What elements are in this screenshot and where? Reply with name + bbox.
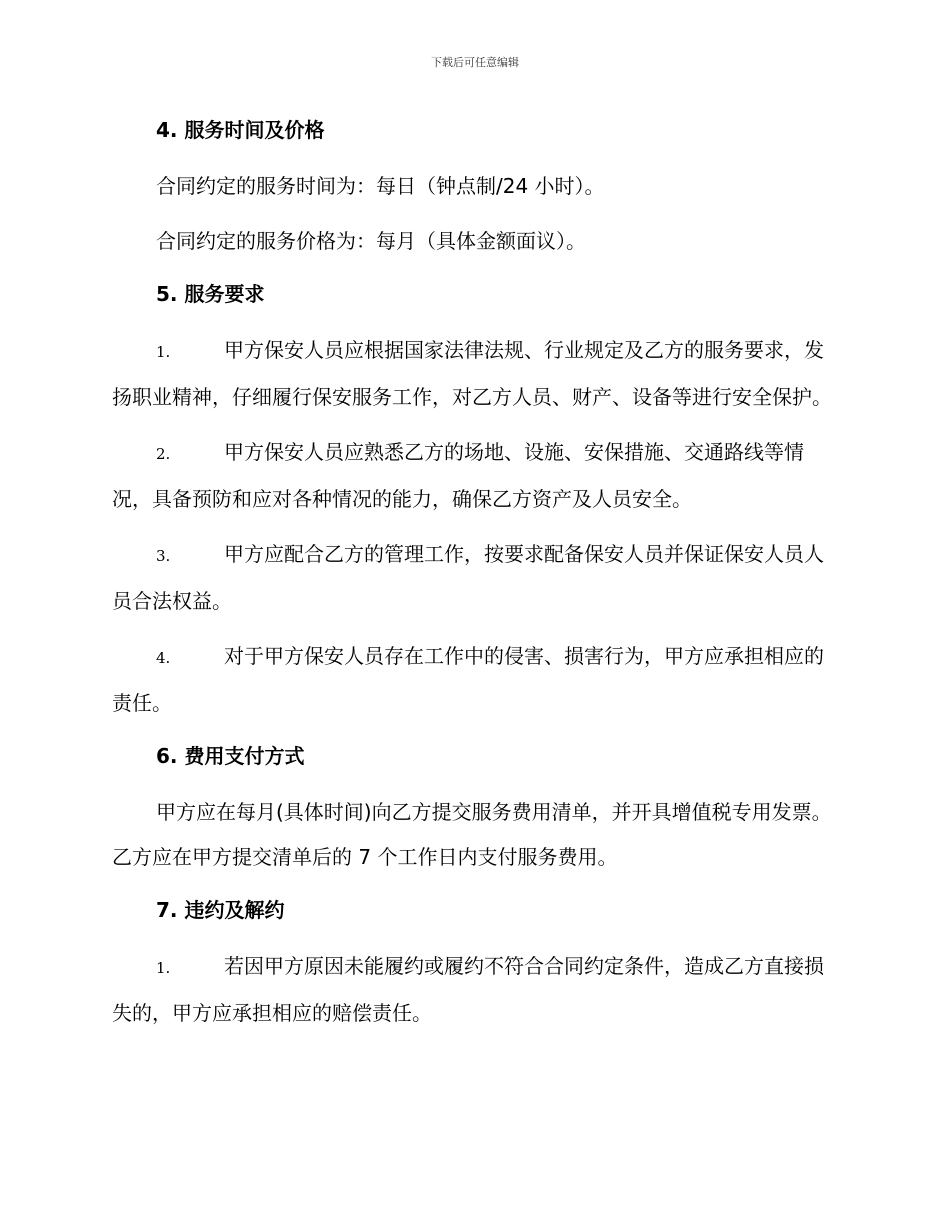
list-item-text: 若因甲方原因未能履约或履约不符合合同约定条件，造成乙方直接损失的，甲方应承担相应的赔偿责任。 bbox=[112, 954, 824, 1025]
service-time-paragraph: 合同约定的服务时间为：每日（钟点制/24 小时）。 bbox=[156, 174, 605, 198]
list-item-text: 甲方应配合乙方的管理工作，按要求配备保安人员并保证保安人员人员合法权益。 bbox=[112, 542, 824, 613]
section-5-heading: 5. 服务要求 bbox=[156, 282, 265, 306]
section-7-heading: 7. 违约及解约 bbox=[156, 898, 285, 922]
list-item-number: 1. bbox=[156, 959, 171, 977]
document-body bbox=[112, 110, 837, 1046]
list-item-text: 甲方保安人员应熟悉乙方的场地、设施、安保措施、交通路线等情况，具备预防和应对各种情况的能力，确保乙方资产及人员安全。 bbox=[112, 440, 804, 511]
list-item bbox=[112, 430, 837, 522]
list-item-number: 2. bbox=[156, 445, 171, 463]
list-item bbox=[112, 328, 837, 420]
list-item-text: 甲方保安人员应根据国家法律法规、行业规定及乙方的服务要求，发扬职业精神，仔细履行保安服务工作，对乙方人员、财产、设备等进行安全保护。 bbox=[112, 338, 832, 409]
payment-paragraph: 甲方应在每月(具体时间)向乙方提交服务费用清单，并开具增值税专用发票。乙方应在甲方提交清单后的 7 个工作日内支付服务费用。 bbox=[112, 800, 832, 869]
header-note: 下载后可任意编辑 bbox=[431, 56, 519, 69]
service-price-paragraph: 合同约定的服务价格为：每月（具体金额面议）。 bbox=[156, 229, 586, 253]
section-6-heading: 6. 费用支付方式 bbox=[156, 744, 305, 768]
list-item-number: 1. bbox=[156, 343, 171, 361]
list-item-number: 4. bbox=[156, 649, 171, 667]
list-item-number: 3. bbox=[156, 547, 171, 565]
list-item bbox=[112, 634, 837, 726]
section-4-heading: 4. 服务时间及价格 bbox=[156, 118, 325, 142]
list-item bbox=[112, 532, 837, 624]
list-item-text: 对于甲方保安人员存在工作中的侵害、损害行为，甲方应承担相应的责任。 bbox=[112, 644, 824, 715]
list-item bbox=[112, 944, 837, 1036]
